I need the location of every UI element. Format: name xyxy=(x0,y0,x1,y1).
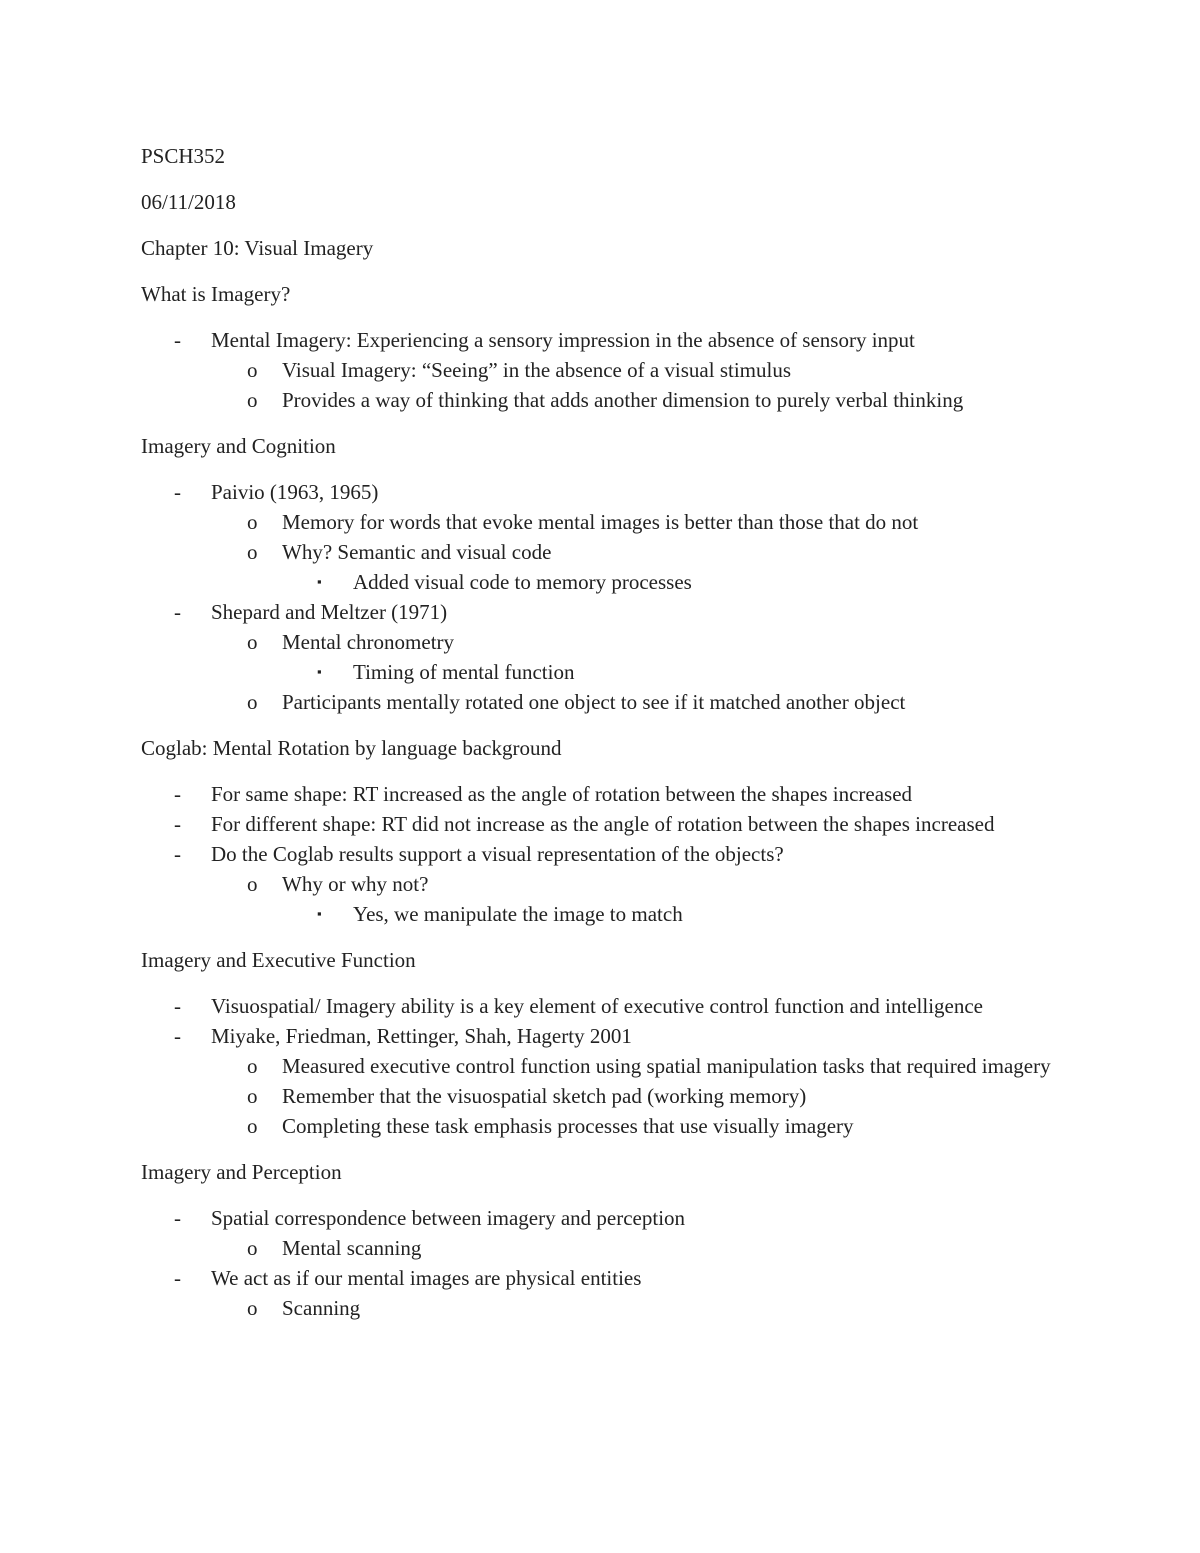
circle-bullet: o xyxy=(247,1054,258,1078)
list-item xyxy=(141,688,1061,716)
list-item-text: For same shape: RT increased as the angle of rotation between the shapes increased xyxy=(211,782,913,806)
list-item-text: Provides a way of thinking that adds another dimension to purely verbal thinking xyxy=(282,388,964,412)
list-item-text: For different shape: RT did not increase as the angle of rotation between the shapes increased xyxy=(211,812,995,836)
document-body xyxy=(141,142,1061,1340)
list-item-text: Participants mentally rotated one object to see if it matched another object xyxy=(282,690,906,714)
circle-bullet: o xyxy=(247,690,258,714)
list-item xyxy=(141,780,1061,808)
dash-bullet: - xyxy=(174,1266,181,1290)
course-code: PSCH352 xyxy=(141,144,226,168)
section-heading: Imagery and Cognition xyxy=(141,434,336,458)
bullet-list xyxy=(141,1204,1061,1322)
circle-bullet: o xyxy=(247,1114,258,1138)
list-item xyxy=(141,508,1061,536)
dash-bullet: - xyxy=(174,328,181,352)
list-item xyxy=(141,628,1061,656)
dash-bullet: - xyxy=(174,1024,181,1048)
circle-bullet: o xyxy=(247,630,258,654)
list-item xyxy=(141,1264,1061,1292)
list-item xyxy=(141,598,1061,626)
list-item xyxy=(141,1022,1061,1050)
list-item-text: Why or why not? xyxy=(282,872,429,896)
dash-bullet: - xyxy=(174,842,181,866)
list-item-text: Yes, we manipulate the image to match xyxy=(353,902,683,926)
list-item-text: Visuospatial/ Imagery ability is a key element of executive control function and intelligence xyxy=(211,994,983,1018)
bullet-list xyxy=(141,992,1061,1140)
circle-bullet: o xyxy=(247,510,258,534)
sections-container xyxy=(141,280,1061,1322)
list-item-text: Miyake, Friedman, Rettinger, Shah, Hagerty 2001 xyxy=(211,1024,632,1048)
circle-bullet: o xyxy=(247,388,258,412)
chapter-title: Chapter 10: Visual Imagery xyxy=(141,236,374,260)
circle-bullet: o xyxy=(247,1084,258,1108)
list-item-text: Spatial correspondence between imagery and perception xyxy=(211,1206,686,1230)
list-item-text: Shepard and Meltzer (1971) xyxy=(211,600,448,624)
dash-bullet: - xyxy=(174,994,181,1018)
list-item xyxy=(141,1294,1061,1322)
section-heading: Imagery and Perception xyxy=(141,1160,342,1184)
bullet-list xyxy=(141,326,1061,414)
circle-bullet: o xyxy=(247,872,258,896)
square-bullet-icon: ▪ xyxy=(317,664,322,679)
list-item xyxy=(141,992,1061,1020)
list-item xyxy=(141,840,1061,868)
list-item-text: Memory for words that evoke mental images is better than those that do not xyxy=(282,510,919,534)
section-heading: What is Imagery? xyxy=(141,282,291,306)
dash-bullet: - xyxy=(174,600,181,624)
list-item-text: Measured executive control function using spatial manipulation tasks that required imagery xyxy=(282,1054,1051,1078)
list-item-text: Paivio (1963, 1965) xyxy=(211,480,379,504)
dash-bullet: - xyxy=(174,812,181,836)
list-item xyxy=(141,658,1061,686)
list-item-text: Added visual code to memory processes xyxy=(353,570,692,594)
list-item xyxy=(141,1052,1061,1080)
circle-bullet: o xyxy=(247,540,258,564)
circle-bullet: o xyxy=(247,358,258,382)
list-item-text: Visual Imagery: “Seeing” in the absence of a visual stimulus xyxy=(282,358,792,382)
circle-bullet: o xyxy=(247,1236,258,1260)
list-item-text: We act as if our mental images are physical entities xyxy=(211,1266,642,1290)
list-item xyxy=(141,900,1061,928)
list-item xyxy=(141,1082,1061,1110)
list-item-text: Timing of mental function xyxy=(353,660,575,684)
list-item xyxy=(141,478,1061,506)
list-item xyxy=(141,1234,1061,1262)
list-item xyxy=(141,1204,1061,1232)
list-item-text: Why? Semantic and visual code xyxy=(282,540,552,564)
list-item xyxy=(141,356,1061,384)
bullet-list xyxy=(141,780,1061,928)
list-item-text: Mental chronometry xyxy=(282,630,455,654)
list-item-text: Do the Coglab results support a visual representation of the objects? xyxy=(211,842,784,866)
list-item xyxy=(141,870,1061,898)
lecture-date: 06/11/2018 xyxy=(141,190,236,214)
dash-bullet: - xyxy=(174,782,181,806)
list-item xyxy=(141,1112,1061,1140)
list-item xyxy=(141,538,1061,566)
square-bullet-icon: ▪ xyxy=(317,574,322,589)
list-item-text: Mental scanning xyxy=(282,1236,422,1260)
list-item-text: Completing these task emphasis processes that use visually imagery xyxy=(282,1114,854,1138)
section-heading: Imagery and Executive Function xyxy=(141,948,416,972)
list-item-text: Mental Imagery: Experiencing a sensory impression in the absence of sensory input xyxy=(211,328,915,352)
list-item-text: Remember that the visuospatial sketch pad (working memory) xyxy=(282,1084,807,1108)
list-item xyxy=(141,326,1061,354)
list-item xyxy=(141,568,1061,596)
list-item xyxy=(141,386,1061,414)
list-item xyxy=(141,810,1061,838)
bullet-list xyxy=(141,478,1061,716)
section-heading: Coglab: Mental Rotation by language background xyxy=(141,736,562,760)
circle-bullet: o xyxy=(247,1296,258,1320)
list-item-text: Scanning xyxy=(282,1296,361,1320)
dash-bullet: - xyxy=(174,480,181,504)
square-bullet-icon: ▪ xyxy=(317,906,322,921)
dash-bullet: - xyxy=(174,1206,181,1230)
